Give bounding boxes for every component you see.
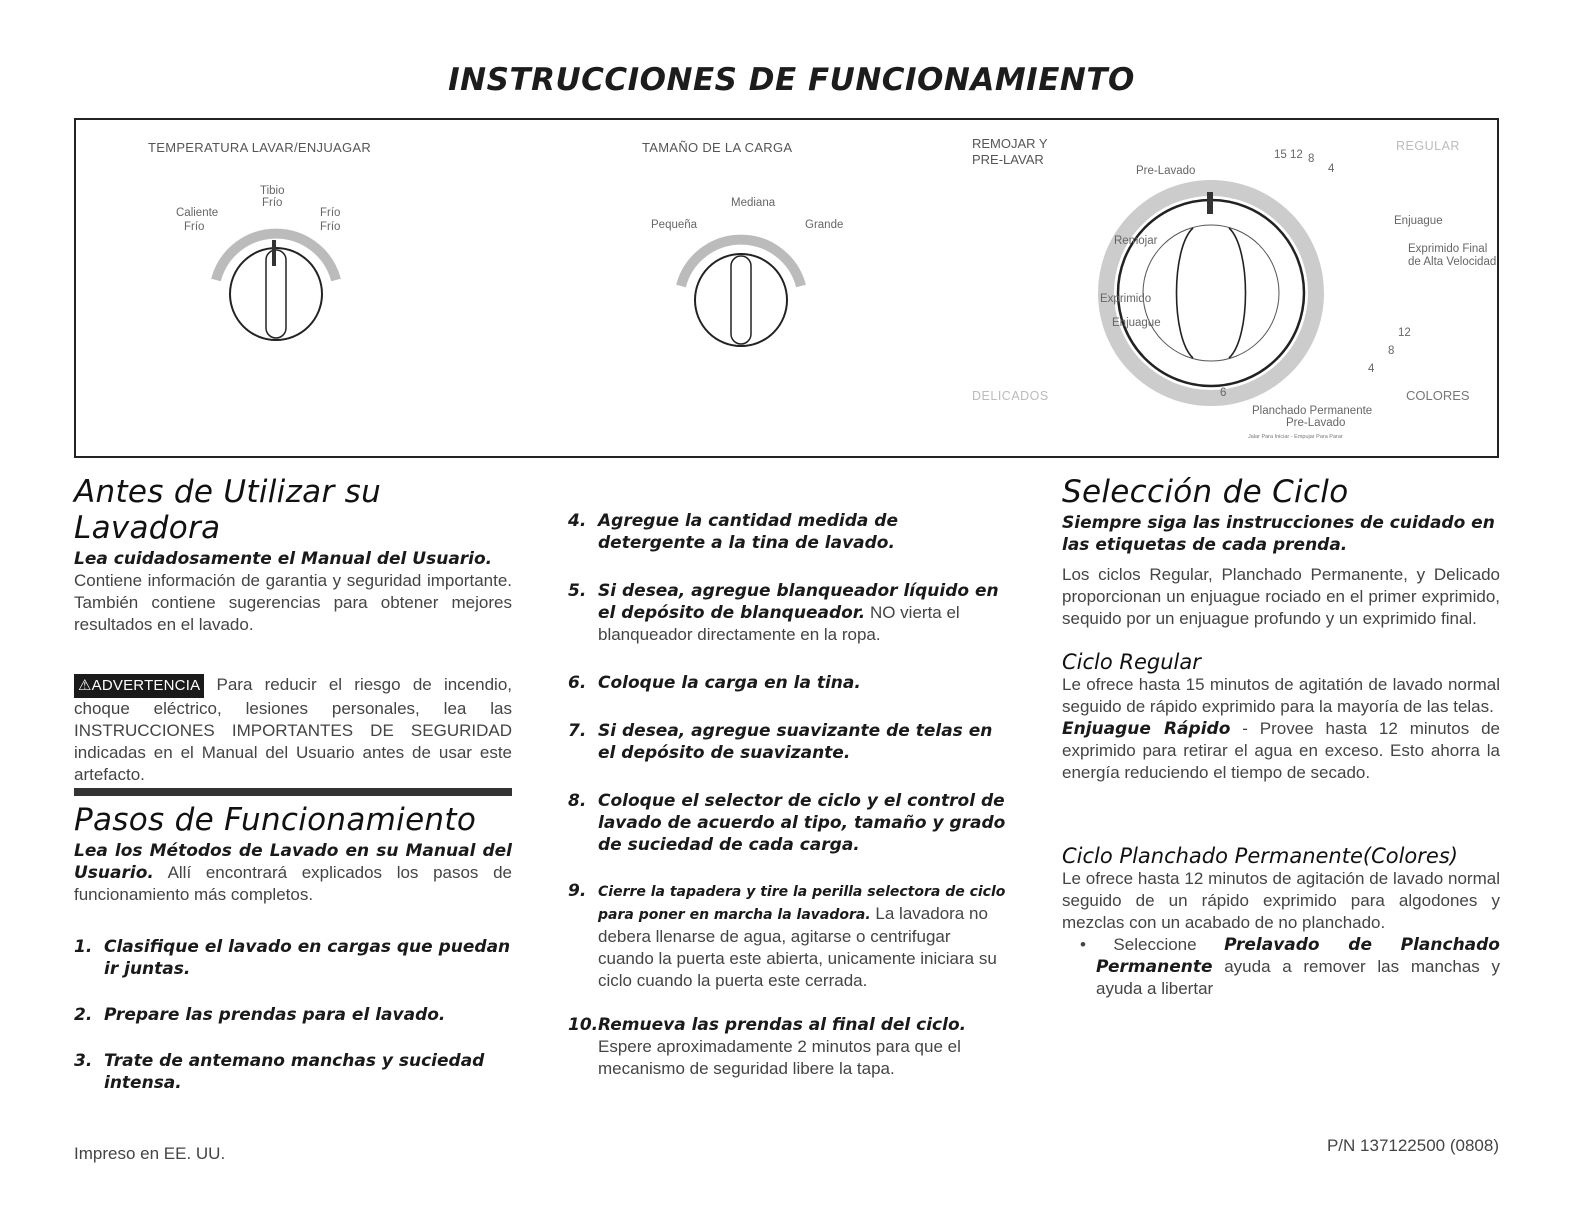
svg-text:Frío: Frío — [262, 197, 283, 209]
list-item: 1. Clasifique el lavado en cargas que puedan ir juntas. — [74, 937, 511, 979]
enjuague-rapido-paragraph: Enjuague Rápido - Provee hasta 12 minutos de exprimido para retirar el agua en exceso. Esto ahorra la energía reduciendo el tiempo de secado. — [1062, 719, 1500, 782]
section-divider — [74, 788, 512, 796]
subheading-ciclo-regular: Ciclo Regular — [1062, 650, 1201, 674]
list-item: 4. Agregue la cantidad medida de detergente a la tina de lavado. — [568, 511, 899, 553]
svg-text:Grande: Grande — [805, 219, 844, 231]
svg-text:15: 15 — [1274, 149, 1287, 161]
right-body: Los ciclos Regular, Planchado Permanente, y Delicado proporcionan un enjuague rociado en el primer exprimido, sequido por un enjuague profundo y un exprimido final. — [1062, 565, 1500, 628]
svg-text:Pre-Lavado: Pre-Lavado — [1136, 165, 1196, 177]
bullet-icon: • — [1080, 935, 1086, 954]
svg-text:Enjuague: Enjuague — [1394, 215, 1443, 227]
svg-text:Pre-Lavado: Pre-Lavado — [1286, 417, 1346, 429]
ciclo-planchado-body: Le ofrece hasta 12 minutos de agitación de lavado normal seguido de un rápido exprimido para algodones y mezclas con un acabado de no planchado. — [1062, 869, 1500, 932]
left-column — [74, 474, 512, 786]
left-body: Contiene información de garantia y seguridad importante. También contiene sugerencias para obtener mejores resultados en el lavado. — [74, 571, 512, 634]
size-knob-label: TAMAÑO DE LA CARGA — [642, 140, 793, 155]
section-title-pasos: Pasos de Funcionamiento — [74, 802, 477, 838]
list-item: 8. Coloque el selector de ciclo y el control de lavado de acuerdo al tipo, tamaño y grado de suciedad de cada carga. — [568, 791, 1006, 855]
temp-knob-label: TEMPERATURA LAVAR/ENJUAGAR — [148, 140, 372, 155]
svg-text:Caliente: Caliente — [176, 207, 219, 219]
list-item: 9. Cierre la tapadera y tire la perilla selectora de ciclo para poner en marcha la lavadora. La lavadora no debera llenarse de agua, agitarse o centrifugar cuando la puerta este abierta, unicamente iniciara su ciclo cuando la puerta este cerrada. — [568, 881, 1006, 990]
warning-badge: ⚠ADVERTENCIA — [74, 674, 204, 698]
svg-text:6: 6 — [1220, 387, 1227, 399]
svg-text:Remojar: Remojar — [1114, 235, 1158, 247]
subheading-ciclo-planchado: Ciclo Planchado Permanente(Colores) — [1062, 844, 1458, 868]
svg-text:8: 8 — [1388, 345, 1395, 357]
svg-text:Exprimido Final: Exprimido Final — [1408, 243, 1488, 255]
left-lead: Lea cuidadosamente el Manual del Usuario. — [74, 549, 493, 569]
list-item: 10. Remueva las prendas al final del ciclo. Espere aproximadamente 2 minutos para que el mecanismo de seguridad libere la tapa. — [568, 1015, 967, 1078]
footer-print-note: Impreso en EE. UU. — [74, 1144, 226, 1163]
svg-text:DELICADOS: DELICADOS — [972, 389, 1049, 403]
list-item: • Seleccione Prelavado de Planchado Permanente ayuda a remover las manchas y ayuda a libertar — [1080, 935, 1500, 998]
ciclo-regular-body: Le ofrece hasta 15 minutos de agitatión de lavado normal seguido de rápido exprimido para la mayoría de las telas. — [1062, 675, 1500, 716]
svg-text:Jalar Para Iniciar - Empujar P: Jalar Para Iniciar - Empujar Para Parar — [1248, 434, 1343, 440]
svg-text:Planchado Permanente: Planchado Permanente — [1252, 405, 1373, 417]
svg-text:Exprimido: Exprimido — [1100, 293, 1152, 305]
warning-triangle-icon: ⚠ — [78, 677, 92, 694]
svg-text:Frío: Frío — [320, 221, 341, 233]
control-panel-illustration — [74, 118, 1499, 458]
pasos-body: Allí encontrará explicados los pasos de funcionamiento más completos. — [74, 863, 512, 904]
svg-text:REGULAR: REGULAR — [1396, 139, 1460, 153]
svg-text:Mediana: Mediana — [731, 197, 776, 209]
svg-text:de Alta Velocidad: de Alta Velocidad — [1408, 256, 1497, 268]
right-lead: Siempre siga las instrucciones de cuidado en las etiquetas de cada prenda. — [1062, 513, 1495, 555]
svg-text:8: 8 — [1308, 153, 1315, 165]
svg-text:4: 4 — [1368, 363, 1375, 375]
warning-paragraph — [74, 674, 512, 786]
list-item: 5. Si desea, agregue blanqueador líquido en el depósito de blanqueador. NO vierta el blanqueador directamente en la ropa. — [568, 581, 999, 644]
list-item: 6. Coloque la carga en la tina. — [568, 673, 861, 693]
right-column — [1062, 474, 1500, 1000]
section-title-seleccion: Selección de Ciclo — [1062, 474, 1349, 510]
footer-part-number: P/N 137122500 (0808) — [1326, 1136, 1499, 1155]
left-column-steps — [74, 802, 512, 1094]
page-title: INSTRUCCIONES DE FUNCIONAMIENTO — [448, 62, 1135, 98]
list-item: 7. Si desea, agregue suavizante de telas en el depósito de suavizante. — [568, 721, 993, 763]
pasos-intro — [74, 840, 512, 906]
warning-text: Para reducir el riesgo de incendio, choque eléctrico, lesiones personales, lea las INSTRUCCIONES IMPORTANTES DE SEGURIDAD indicadas en el Manual del Usuario antes de usar este artefacto. — [74, 675, 512, 784]
svg-text:COLORES: COLORES — [1406, 388, 1470, 403]
svg-text:REMOJAR Y: REMOJAR Y — [972, 136, 1048, 151]
svg-text:PRE-LAVAR: PRE-LAVAR — [972, 152, 1044, 167]
middle-column — [568, 510, 1006, 1080]
svg-text:12: 12 — [1290, 149, 1303, 161]
svg-text:4: 4 — [1328, 163, 1335, 175]
svg-text:Tibio: Tibio — [260, 185, 285, 197]
svg-text:Frío: Frío — [184, 221, 205, 233]
pasos-lead: Lea los Métodos de Lavado en su Manual del Usuario. — [74, 841, 512, 883]
svg-text:Pequeña: Pequeña — [651, 219, 698, 231]
list-item: 3. Trate de antemano manchas y suciedad intensa. — [74, 1051, 485, 1093]
list-item: 2. Prepare las prendas para el lavado. — [74, 1005, 446, 1025]
section-title-antes: Antes de Utilizar su Lavadora — [74, 474, 382, 546]
svg-text:Frío: Frío — [320, 207, 341, 219]
temp-knob — [156, 170, 396, 340]
svg-text:Enjuague: Enjuague — [1112, 317, 1161, 329]
cycle-selector-dial — [956, 128, 1497, 453]
size-knob — [621, 176, 861, 346]
svg-text:12: 12 — [1398, 327, 1411, 339]
